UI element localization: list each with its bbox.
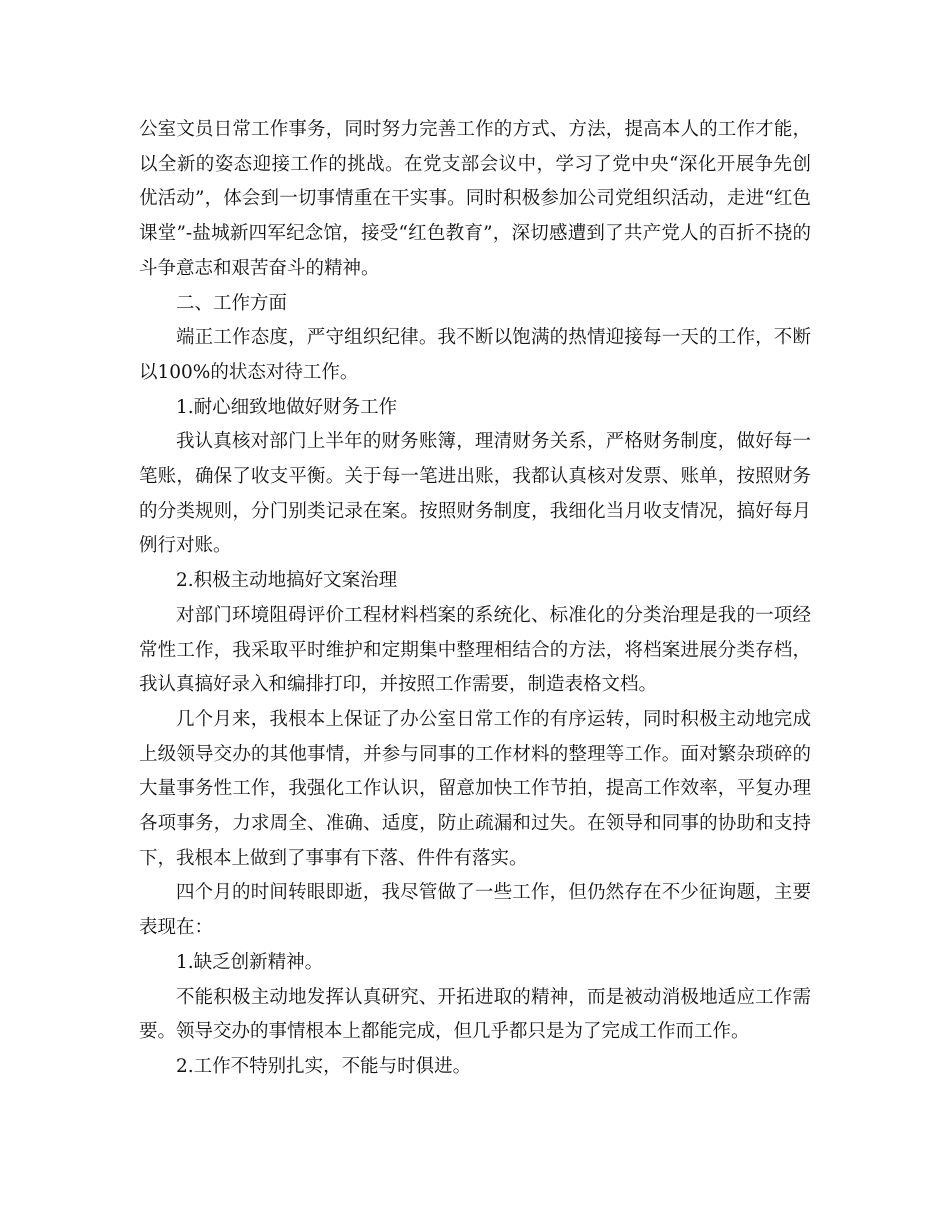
paragraph-problems-intro: 四个月的时间转眼即逝，我尽管做了一些工作，但仍然存在不少征询题，主要表现在： [139, 882, 811, 939]
paragraph-summary: 几个月来，我根本上保证了办公室日常工作的有序运转，同时积极主动地完成上级领导交办的其他事情，并参与同事的工作材料的整理等工作。面对繁杂琐碎的大量事务性工作，我强化工作认识，留意加快工作节拍，提高工作效率，平复办理各项事务，力求周全、准确、适度，防止疏漏和过失。在领导和同事的协助和支持下，我根本上做到了事事有下落、件件有落实。 [139, 708, 811, 869]
subheading-innovation: 1.缺乏创新精神。 [176, 951, 324, 973]
subheading-solid-work: 2.工作不特别扎实，不能与时俱进。 [176, 1055, 472, 1077]
document-body [139, 113, 811, 1085]
paragraph-documents: 对部门环境阻碍评价工程材料档案的系统化、标准化的分类治理是我的一项经常性工作，我采取平时维护和定期集中整理相结合的方法，将档案进展分类存档，我认真搞好录入和编排打印，并按照工作需要，制造表格文档。 [139, 604, 811, 696]
paragraph-innovation: 不能积极主动地发挥认真研究、开拓进取的精神，而是被动消极地适应工作需要。领导交办的事情根本上都能完成，但几乎都只是为了完成工作而工作。 [139, 986, 811, 1043]
paragraph-continuation: 公室文员日常工作事务，同时努力完善工作的方式、方法，提高本人的工作才能，以全新的姿态迎接工作的挑战。在党支部会议中，学习了党中央“深化开展争先创优活动”，体会到一切事情重在干实事。同时积极参加公司党组织活动，走进“红色课堂”-盐城新四军纪念馆，接受“红色教育”，深切感遭到了共产党人的百折不挠的斗争意志和艰苦奋斗的精神。 [139, 119, 811, 279]
paragraph-finance: 我认真核对部门上半年的财务账簿，理清财务关系，严格财务制度，做好每一笔账，确保了收支平衡。关于每一笔进出账，我都认真核对发票、账单，按照财务的分类规则，分门别类记录在案。按照财务制度，我细化当月收支情况，搞好每月例行对账。 [139, 431, 811, 557]
section-heading-work: 二、工作方面 [176, 292, 288, 314]
subheading-documents: 2.积极主动地搞好文案治理 [176, 570, 398, 592]
paragraph-work-attitude: 端正工作态度，严守组织纪律。我不断以饱满的热情迎接每一天的工作，不断以100%的状态对待工作。 [139, 327, 811, 383]
subheading-finance: 1.耐心细致地做好财务工作 [176, 396, 398, 418]
